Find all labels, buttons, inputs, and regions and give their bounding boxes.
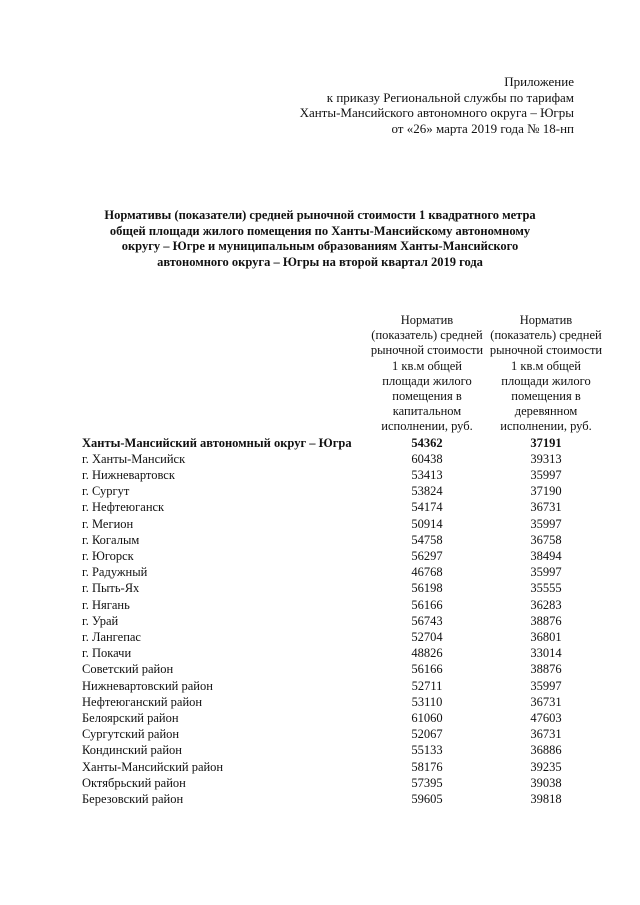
table-row	[82, 467, 606, 483]
row-capital-value: 46768	[411, 565, 443, 580]
row-capital-value: 50914	[411, 516, 443, 531]
table-row	[82, 499, 606, 515]
appendix-line: от «26» марта 2019 года № 18-нп	[391, 120, 574, 136]
row-wooden-value: 38494	[530, 549, 562, 564]
row-wooden-value: 37191	[530, 435, 562, 450]
row-name: г. Мегион	[82, 516, 134, 531]
row-wooden-value: 35997	[530, 516, 562, 531]
row-wooden-value: 39818	[530, 792, 562, 807]
row-name: г. Ханты-Мансийск	[82, 451, 186, 466]
row-wooden-value: 33014	[530, 646, 562, 661]
row-wooden-value: 35997	[530, 468, 562, 483]
row-wooden-value: 35997	[530, 678, 562, 693]
row-capital-value: 54174	[411, 500, 443, 515]
table-row	[82, 694, 606, 710]
table-row	[82, 726, 606, 742]
appendix-line: к приказу Региональной службы по тарифам	[326, 89, 574, 105]
table-row	[82, 759, 606, 775]
row-wooden-value: 36886	[530, 743, 562, 758]
row-name: г. Нефтеюганск	[82, 500, 165, 515]
table-row	[82, 645, 606, 661]
table-row	[82, 483, 606, 499]
row-name: Березовский район	[82, 792, 184, 807]
row-name: Октябрьский район	[82, 775, 186, 790]
row-name: г. Когалым	[82, 532, 140, 547]
row-capital-value: 48826	[411, 646, 443, 661]
row-name: г. Югорск	[82, 549, 134, 564]
row-name: г. Нягань	[82, 597, 130, 612]
row-capital-value: 54362	[411, 435, 443, 450]
table-row	[82, 451, 606, 467]
row-capital-value: 55133	[411, 743, 443, 758]
table-row	[82, 532, 606, 548]
row-name: г. Радужный	[82, 565, 148, 580]
row-capital-value: 52067	[411, 727, 443, 742]
normatives-table	[82, 313, 606, 807]
row-name: г. Нижневартовск	[82, 468, 175, 483]
table-header-row	[82, 313, 606, 435]
row-wooden-value: 47603	[530, 711, 562, 726]
row-wooden-value: 35997	[530, 565, 562, 580]
table-row	[82, 597, 606, 613]
row-name: Ханты-Мансийский район	[82, 759, 224, 774]
table-row-total	[82, 435, 606, 451]
row-name: Белоярский район	[82, 711, 179, 726]
table-row	[82, 742, 606, 758]
table-row	[82, 791, 606, 807]
row-wooden-value: 39313	[530, 451, 562, 466]
row-capital-value: 57395	[411, 775, 443, 790]
row-wooden-value: 36283	[530, 597, 562, 612]
row-capital-value: 56743	[411, 613, 443, 628]
row-capital-value: 53824	[411, 484, 443, 499]
row-capital-value: 52704	[411, 630, 443, 645]
row-capital-value: 56198	[411, 581, 443, 596]
table-row	[82, 710, 606, 726]
row-name: г. Пыть-Ях	[82, 581, 140, 596]
row-wooden-value: 36731	[530, 694, 562, 709]
row-wooden-value: 38876	[530, 613, 562, 628]
row-wooden-value: 35555	[530, 581, 562, 596]
row-capital-value: 56166	[411, 662, 443, 677]
appendix-line: Ханты-Мансийского автономного округа – Югры	[299, 105, 574, 120]
row-wooden-value: 36758	[530, 532, 562, 547]
row-capital-value: 53413	[411, 468, 443, 483]
row-capital-value: 59605	[411, 792, 443, 807]
table-row	[82, 564, 606, 580]
row-wooden-value: 36731	[530, 727, 562, 742]
table-row	[82, 661, 606, 677]
column-header-wooden: Норматив (показатель) средней рыночной стоимости 1 кв.м общей площади жилого помещения в деревянном исполнении, руб.	[489, 313, 603, 434]
row-capital-value: 61060	[411, 711, 443, 726]
column-header-capital: Норматив (показатель) средней рыночной стоимости 1 кв.м общей площади жилого помещения в капитальном исполнении, руб.	[370, 313, 484, 434]
row-name: Кондинский район	[82, 743, 182, 758]
document-title: Нормативы (показатели) средней рыночной стоимости 1 квадратного метра общей площади жилого помещения по Ханты-Мансийскому автономному округу – Югре и муниципальным образованиям Ханты-Мансийского автономного округа – Югры на второй квартал 2019 года	[104, 208, 536, 269]
row-capital-value: 58176	[411, 759, 443, 774]
row-name: Нижневартовский район	[82, 678, 213, 693]
table-row	[82, 613, 606, 629]
row-capital-value: 54758	[411, 532, 443, 547]
row-capital-value: 53110	[411, 694, 443, 709]
row-name: г. Урай	[82, 613, 119, 628]
row-wooden-value: 38876	[530, 662, 562, 677]
appendix-header	[300, 74, 574, 136]
row-wooden-value: 36731	[530, 500, 562, 515]
appendix-line: Приложение	[504, 74, 574, 89]
row-capital-value: 56297	[411, 549, 443, 564]
table-row	[82, 580, 606, 596]
row-name: Советский район	[82, 662, 174, 677]
row-wooden-value: 37190	[530, 484, 562, 499]
row-wooden-value: 39235	[530, 759, 562, 774]
table-row	[82, 678, 606, 694]
table-row	[82, 775, 606, 791]
row-capital-value: 52711	[411, 678, 443, 693]
row-name: г. Лангепас	[82, 630, 141, 645]
row-wooden-value: 39038	[530, 775, 562, 790]
table-row	[82, 548, 606, 564]
table-row	[82, 629, 606, 645]
row-name: Нефтеюганский район	[82, 694, 203, 709]
row-name: г. Покачи	[82, 646, 132, 661]
row-name: Ханты-Мансийский автономный округ – Югра	[82, 435, 352, 450]
row-wooden-value: 36801	[530, 630, 562, 645]
row-capital-value: 60438	[411, 451, 443, 466]
column-header-name	[82, 313, 368, 435]
row-name: г. Сургут	[82, 484, 130, 499]
row-name: Сургутский район	[82, 727, 180, 742]
table-row	[82, 516, 606, 532]
row-capital-value: 56166	[411, 597, 443, 612]
